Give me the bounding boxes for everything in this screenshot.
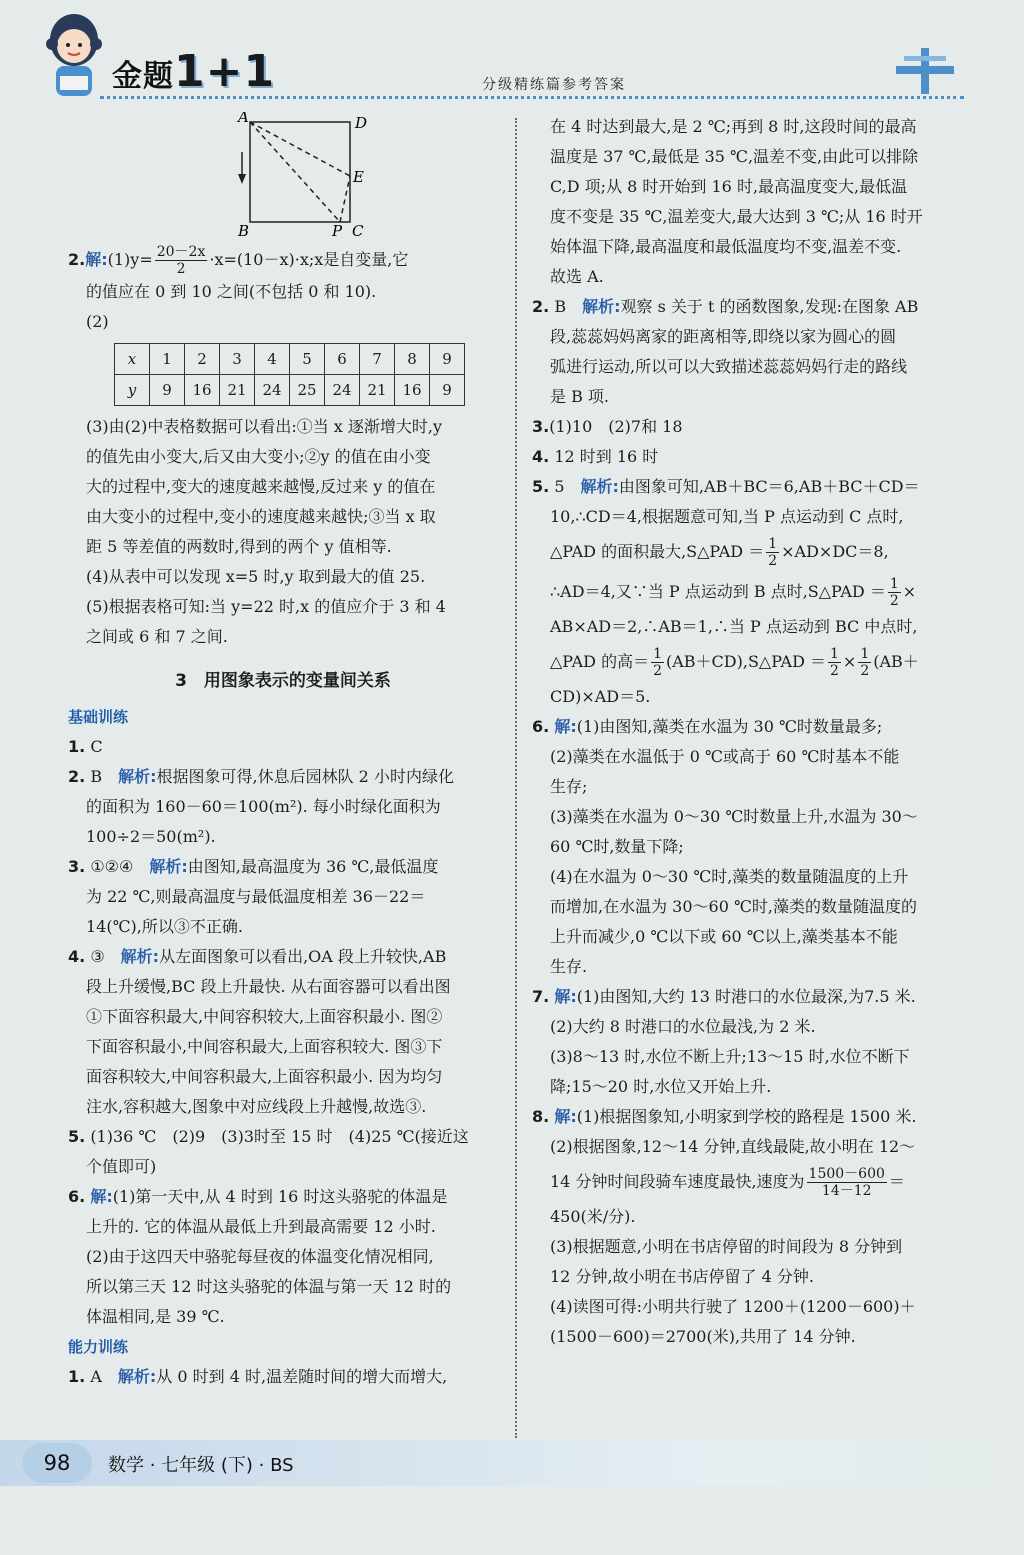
girl-mascot-icon — [42, 10, 106, 102]
section-title: 3 用图象表示的变量间关系 — [175, 671, 391, 691]
fraction: $\frac{1}{2}$ — [653, 646, 662, 679]
header-subtitle: 分级精练篇参考答案 — [482, 77, 626, 93]
table-row-y: y 9 16 21 24 25 24 21 16 9 — [115, 375, 465, 406]
figure-label-a: A — [238, 112, 249, 126]
square-figure — [228, 112, 428, 240]
basic-answer-2: 2. B 解析:根据图象可得,休息后园林队 2 小时内绿化 — [68, 767, 454, 786]
basic-training-label: 基础训练 — [68, 708, 129, 726]
fraction: $\frac{1}{2}$ — [889, 576, 899, 609]
figure-label-p: P — [332, 222, 343, 240]
ability-answer-4: 4. 12 时到 16 时 — [532, 447, 659, 466]
figure-label-c: C — [352, 222, 364, 240]
basic-answer-4: 4. ③ 解析:从左面图象可以看出,OA 段上升较快,AB — [68, 947, 447, 966]
column-divider — [515, 118, 517, 1438]
page-header — [0, 0, 1024, 112]
fraction: $\frac{1500-600}{14-12}$ — [808, 1166, 885, 1199]
answer-2-line1: 2.解:(1)y= $\frac{20-2x}{2}$ ·x=(10－x)·x;x是自变量,它 — [68, 244, 409, 277]
ability-answer-3: 3.(1)10 (2)7和 18 — [532, 417, 683, 436]
figure-label-d: D — [355, 114, 368, 132]
fraction: $\frac{20-2x}{2}$ — [156, 244, 206, 277]
brand-title: 金题1+1 — [112, 46, 276, 97]
answer-2-line2: 的值应在 0 到 10 之间(不包括 0 和 10). — [86, 282, 377, 301]
ability-answer-6: 6. 解:(1)由图知,藻类在水温为 30 ℃时数量最多; — [532, 717, 883, 736]
basic-answer-3: 3. ①②④ 解析:由图知,最高温度为 36 ℃,最低温度 — [68, 857, 439, 876]
ability-answer-5: 5. 5 解析:由图象可知,AB＋BC＝6,AB＋BC＋CD＝ — [532, 477, 920, 496]
figure-label-b: B — [238, 222, 250, 240]
answer-2-part2-label: (2) — [86, 312, 109, 331]
basic-answer-5: 5. (1)36 ℃ (2)9 (3)3时至 15 时 (4)25 ℃(接近这 — [68, 1127, 469, 1146]
ability-answer-8: 8. 解:(1)根据图象知,小明家到学校的路程是 1500 米. — [532, 1107, 917, 1126]
basic-answer-6: 6. 解:(1)第一天中,从 4 时到 16 时这头骆驼的体温是 — [68, 1187, 448, 1206]
basic-answer-1: 1. C — [68, 737, 103, 756]
xy-table — [114, 343, 465, 406]
ability-answer-1: 1. A 解析:从 0 时到 4 时,温差随时间的增大而增大, — [68, 1367, 448, 1386]
table-row-x: x 1 2 3 4 5 6 7 8 9 — [115, 344, 465, 375]
right-column: 在 4 时达到最大,是 2 ℃;再到 8 时,这段时间的最高 温度是 37 ℃,最低是 35 ℃,温差不变,由此可以排除 C,D 项;从 8 时开始到 16 时,最高温度变大,最低温 度不变是 35 ℃,温差变大,最大达到 3 ℃;从 16 时开 始体温下降,最高温度和最低温度均不变,温差不变. 故选 A. 2. B 解析:观察 s 关于 t 的函数图象,发现:在图象 AB 段,蕊蕊妈妈离家的距离相等,即绕以家为圆心的圆 弧进行运动,所以可以大致描述蕊蕊妈妈行走的路线 是 B 项. 3.(1)10 (2)7和 18 4. 12 时到 16 时 5. 5 解析:由图象可知,AB＋BC＝6,AB＋BC＋CD＝ 10,∴CD＝4,根据题意可知,当 P 点运动到 C 点时, △PAD 的面积最大,S△PAD ＝ $\frac{1}{2}$ ×AD×DC＝8, ∴AD＝4,又∵当 P 点运动到 B 点时,S△PAD ＝ $\frac{1}{2}$ × AB×AD＝2,∴AB＝1,∴当 P 点运动到 BC 中点时, △PAD 的高＝ $\frac{1}{2}$ (AB＋CD),S△PAD ＝ $\frac{1}{2}$ × $\frac{1}{2}$ (AB＋ CD)×AD＝5. 6. 解:(1)由图知,藻类在水温为 30 ℃时数量最多; (2)藻类在水温低于 0 ℃或高于 60 ℃时基本不能 生存; (3)藻类在水温为 0～30 ℃时数量上升,水温为 30～ 60 ℃时,数量下降; (4)在水温为 0～30 ℃时,藻类的数量随温度的上升 而增加,在水温为 30～60 ℃时,藻类的数量随温度的 上升而减少,0 ℃以下或 60 ℃以上,藻类基本不能 生存. 7. 解:(1)由图知,大约 13 时港口的水位最深,为7.5 米. (2)大约 8 时港口的水位最浅,为 2 米. (3)8～13 时,水位不断上升;13～15 时,水位不断下 降;15～20 时,水位又开始上升. 8. 解:(1)根据图象知,小明家到学校的路程是 1500 米. (2)根据图象,12～14 分钟,直线最陡,故小明在 12～ 14 分钟时间段骑车速度最快,速度为 $\frac{1500-600}{14-12}$ ＝ 450(米/分). (3)根据题意,小明在书店停留的时间段为 8 分钟到 12 分钟,故小明在书店停留了 4 分钟. (4)读图可得:小明共行驶了 1200＋(1200－600)＋ (1500－600)＝2700(米),共用了 14 分钟. — [532, 112, 964, 1352]
fraction: $\frac{1}{2}$ — [830, 646, 839, 679]
left-column: A D E B P C 2.解:(1)y= $\frac{20-2x}{2}$ ·x=(10－x)·x;x是自变量,它 的值应在 0 到 10 之间(不包括 0 和 10). (2) x 1 2 3 4 5 6 7 8 9 y 9 16 21 24 25 24 21 16 9 (3)由(2)中表格数据可以看出:①当 x 逐渐增大时,y 的值先由小变大,后又由大变小;②y 的值在由小变 大的过程中,变大的速度越来越慢,反过来 y 的值在 由大变小的过程中,变小的速度越来越快;③当 x 取 距 5 等差值的两数时,得到的两个 y 值相等. (4)从表中可以发现 x=5 时,y 取到最大的值 25. (5)根据表格可知:当 y=22 时,x 的值应介于 3 和 4 之间或 6 和 7 之间. 3 用图象表示的变量间关系 基础训练 1. C 2. B 解析:根据图象可得,休息后园林队 2 小时内绿化 的面积为 160－60＝100(m²). 每小时绿化面积为 100÷2＝50(m²). 3. ①②④ 解析:由图知,最高温度为 36 ℃,最低温度 为 22 ℃,则最高温度与最低温度相差 36－22＝ 14(℃),所以③不正确. 4. ③ 解析:从左面图象可以看出,OA 段上升较快,AB 段上升缓慢,BC 段上升最快. 从右面容器可以看出图 ①下面容积最大,中间容积较大,上面容积最小. 图② 下面容积最小,中间容积最大,上面容积较大. 图③下 面容积较大,中间容积最大,上面容积最小. 因为均匀 注水,容积越大,图象中对应线段上升越慢,故选③. 5. (1)36 ℃ (2)9 (3)3时至 15 时 (4)25 ℃(接近这 个值即可) 6. 解:(1)第一天中,从 4 时到 16 时这头骆驼的体温是 上升的. 它的体温从最低上升到最高需要 12 小时. (2)由于这四天中骆驼每昼夜的体温变化情况相同, 所以第三天 12 时这头骆驼的体温与第一天 12 时的 体温相同,是 39 ℃. 能力训练 1. A 解析:从 0 时到 4 时,温差随时间的增大而增大, — [68, 112, 498, 1392]
page-number: 98 — [22, 1443, 92, 1483]
book-title: 数学 · 七年级 (下) · BS — [108, 1455, 294, 1476]
fraction: $\frac{1}{2}$ — [860, 646, 870, 679]
ability-answer-2: 2. B 解析:观察 s 关于 t 的函数图象,发现:在图象 AB — [532, 297, 919, 316]
figure-label-e: E — [353, 168, 364, 186]
fraction: $\frac{1}{2}$ — [768, 536, 778, 569]
header-dotted-rule — [100, 96, 964, 99]
plus-cross-icon — [890, 46, 960, 96]
ability-training-label: 能力训练 — [68, 1338, 129, 1356]
ability-answer-7: 7. 解:(1)由图知,大约 13 时港口的水位最深,为7.5 米. — [532, 987, 916, 1006]
